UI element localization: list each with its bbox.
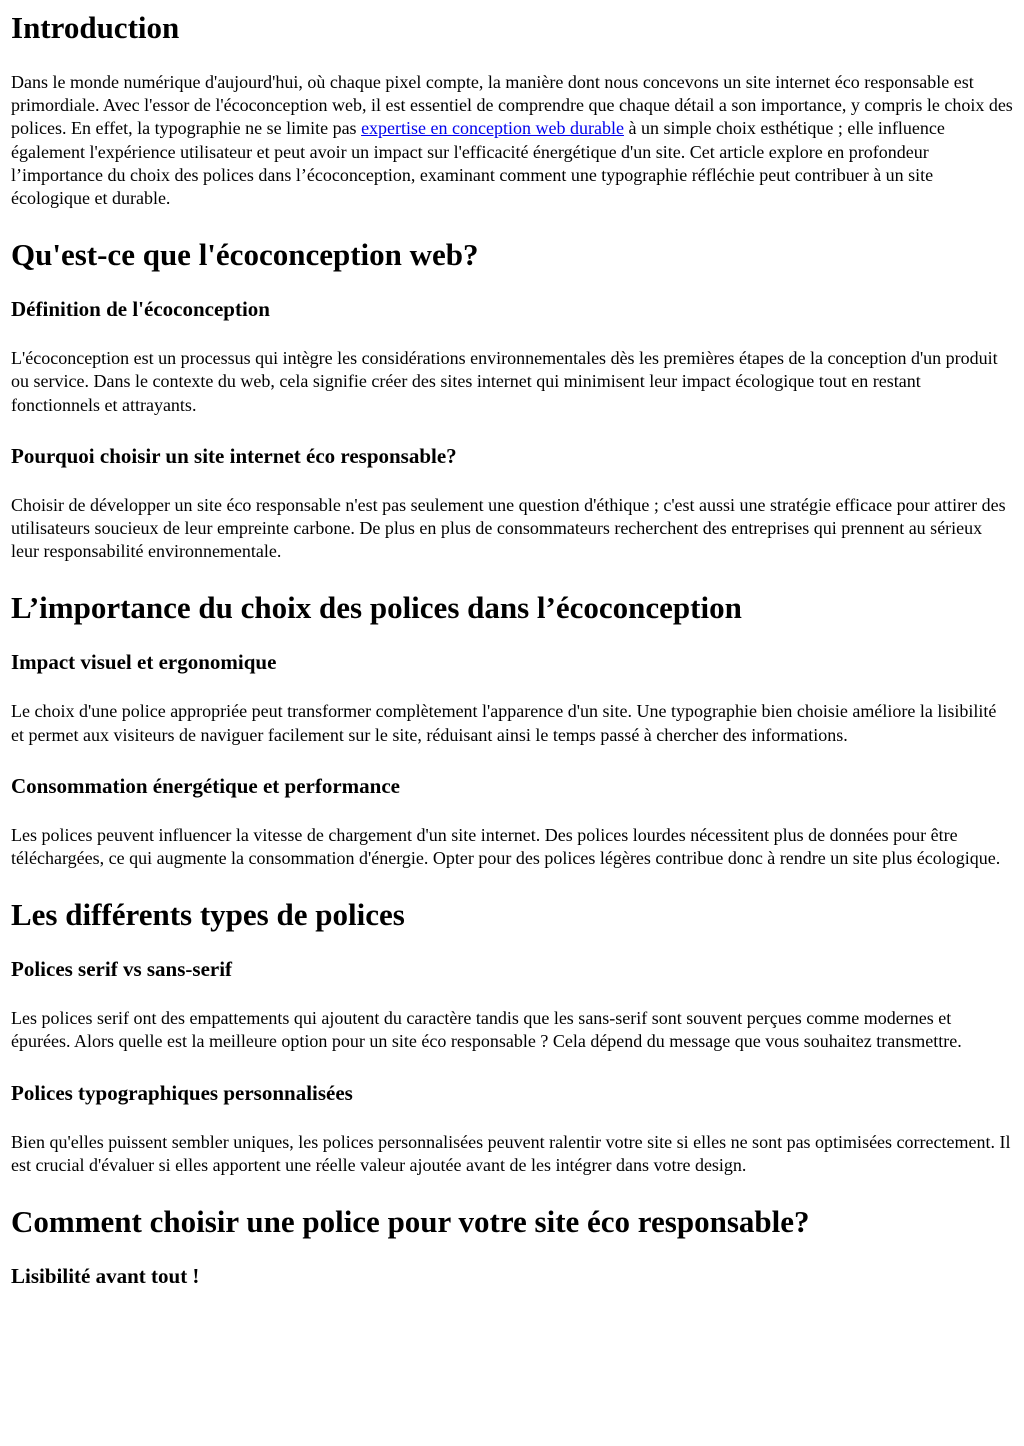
intro-text-before-link: Dans le monde numérique d'aujourd'hui, où chaque pixel compte, la manière dont nous concevons un site internet éco responsable est primordiale. Avec l'essor de l'écoconception web, il est essentiel de comprendre que chaque détail a son importance, y compris le choix des polices. En effet, la typographie ne se limite pas (11, 72, 1013, 139)
heading-consommation-energetique: Consommation énergétique et performance (11, 773, 400, 798)
paragraph-pourquoi-site-eco-responsable: Choisir de développer un site éco responsable n'est pas seulement une question d'éthique ; c'est aussi une stratégie efficace pour attirer des utilisateurs soucieux de leur empreinte carbone. De plus en plus de consommateurs recherchent des entreprises qui prennent au sérieux leur responsabilité environnementale. (11, 494, 1006, 562)
link-expertise-conception-web-durable[interactable]: expertise en conception web durable (361, 118, 624, 139)
heading-types-de-polices: Les différents types de polices (11, 897, 405, 933)
paragraph-introduction (11, 71, 1013, 210)
paragraph-definition-ecoconception: L'écoconception est un processus qui intègre les considérations environnementales dès les premières étapes de la conception d'un produit ou service. Dans le contexte du web, cela signifie créer des sites internet qui minimisent leur impact écologique tout en restant fonctionnels et attrayants. (11, 348, 998, 415)
heading-importance-choix-polices: L’importance du choix des polices dans l’écoconception (11, 590, 742, 626)
heading-pourquoi-site-eco-responsable: Pourquoi choisir un site internet éco responsable? (11, 443, 457, 468)
heading-definition-ecoconception: Définition de l'écoconception (11, 297, 270, 322)
paragraph-serif-vs-sans-serif: Les polices serif ont des empattements qui ajoutent du caractère tandis que les sans-serif sont souvent perçues comme modernes et épurées. Alors quelle est la meilleure option pour un site éco responsable ? Cela dépend du message que vous souhaitez transmettre. (11, 1008, 962, 1052)
heading-polices-personnalisees: Polices typographiques personnalisées (11, 1080, 353, 1105)
heading-comment-choisir-police: Comment choisir une police pour votre site éco responsable? (11, 1204, 810, 1240)
intro-text-after-link: à un simple choix esthétique ; elle influence également l'expérience utilisateur et peut avoir un impact sur l'efficacité énergétique d'un site. Cet article explore en profondeur l’importance du choix des polices dans l’écoconception, examinant comment une typographie réfléchie peut contribuer à un site écologique et durable. (11, 118, 945, 209)
heading-impact-visuel: Impact visuel et ergonomique (11, 650, 277, 675)
paragraph-polices-personnalisees: Bien qu'elles puissent sembler uniques, les polices personnalisées peuvent ralentir votre site si elles ne sont pas optimisées correctement. Il est crucial d'évaluer si elles apportent une réelle valeur ajoutée avant de les intégrer dans votre design. (11, 1131, 1011, 1175)
heading-lisibilite-avant-tout: Lisibilité avant tout ! (11, 1264, 200, 1289)
heading-introduction: Introduction (11, 10, 180, 45)
paragraph-impact-visuel: Le choix d'une police appropriée peut transformer complètement l'apparence d'un site. Une typographie bien choisie améliore la lisibilité et permet aux visiteurs de naviguer facilement sur le site, réduisant ainsi le temps passé à chercher des informations. (11, 701, 997, 745)
heading-serif-vs-sans-serif: Polices serif vs sans-serif (11, 957, 233, 982)
paragraph-consommation-energetique: Les polices peuvent influencer la vitesse de chargement d'un site internet. Des polices lourdes nécessitent plus de données pour être téléchargées, ce qui augmente la consommation d'énergie. Opter pour des polices légères contribue donc à rendre un site plus écologique. (11, 824, 1001, 869)
heading-ecoconception-web: Qu'est-ce que l'écoconception web? (11, 237, 479, 273)
